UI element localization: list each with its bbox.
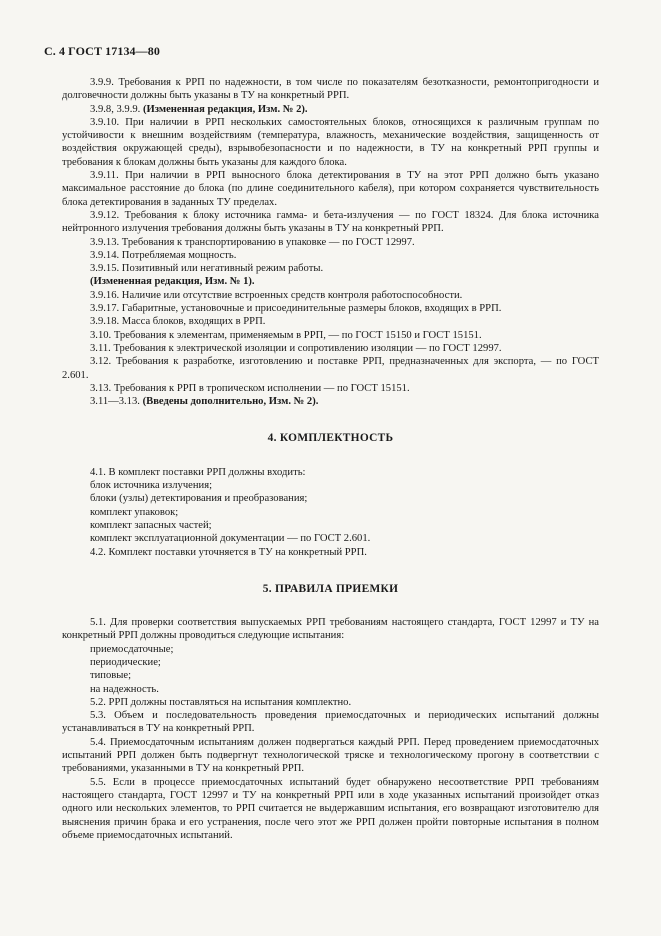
- paragraph-3-11: 3.11. Требования к электрической изоляции и сопротивлению изоляции — по ГОСТ 12997.: [90, 342, 502, 354]
- amendment-note: 3.11—3.13. (Введены дополнительно, Изм. № 2).: [90, 396, 319, 408]
- paragraph-5-1: 5.1. Для проверки соответствия выпускаемых РРП требованиям настоящего стандарта, ГОСТ 12997 и ТУ на конкретный РРП должны проводиться следующие испытания:: [62, 617, 599, 642]
- list-item: на надежность.: [90, 683, 159, 695]
- list-item: приемосдаточные;: [90, 643, 174, 655]
- paragraph-5-4: 5.4. Приемосдаточным испытаниям должен подвергаться каждый РРП. Перед проведением приемосдаточных испытаний РРП должен быть подвергнут технологической тряске и технологическому прогону в соответствии с требованиями, указанными в ТУ на конкретный РРП.: [62, 736, 600, 775]
- paragraph-3-9-18: 3.9.18. Масса блоков, входящих в РРП.: [90, 316, 266, 328]
- paragraph-4-2: 4.2. Комплект поставки уточняется в ТУ на конкретный РРП.: [90, 546, 367, 558]
- paragraph-3-9-11: 3.9.11. При наличии в РРП выносного блока детектирования в ТУ на этот РРП должно быть указано максимальное расстояние до блока (по длине соединительного кабеля), при котором сохраняется чувствительность блока детектирования в заданных ТУ пределах.: [62, 170, 600, 208]
- paragraph-5-3: 5.3. Объем и последовательность проведения приемосдаточных и периодических испытаний должны устанавливаться в ТУ на конкретный РРП.: [62, 710, 599, 735]
- section-title-completeness: 4. КОМПЛЕКТНОСТЬ: [267, 432, 394, 445]
- paragraph-3-9-17: 3.9.17. Габаритные, установочные и присоединительные размеры блоков, входящих в РРП.: [90, 303, 502, 315]
- paragraph-3-9-13: 3.9.13. Требования к транспортированию в упаковке — по ГОСТ 12997.: [90, 236, 415, 248]
- paragraph-3-13: 3.13. Требования к РРП в тропическом исполнении — по ГОСТ 15151.: [90, 382, 410, 394]
- list-item: комплект эксплуатационной документации — по ГОСТ 2.601.: [90, 533, 371, 545]
- list-item: блок источника излучения;: [90, 480, 213, 492]
- paragraph-5-2: 5.2. РРП должны поставляться на испытания комплектно.: [90, 696, 352, 708]
- list-item: типовые;: [90, 670, 132, 682]
- paragraph-5-5: 5.5. Если в процессе приемосдаточных испытаний будет обнаружено несоответствие РРП требованиям настоящего стандарта, ГОСТ 12997 и ТУ на конкретный РРП или в ходе указанных испытаний произойдет отказ одного или нескольких элементов, то РРП считается не выдержавшим испытания, его возвращают изготовителю для выяснения причин брака и его устранения, после чего этот же РРП должен пройти повторные испытания в полном объеме приемосдаточных испытаний.: [62, 776, 599, 841]
- paragraph-3-9-14: 3.9.14. Потребляемая мощность.: [90, 249, 237, 261]
- list-item: периодические;: [90, 656, 161, 668]
- paragraph-3-9-10: 3.9.10. При наличии в РРП нескольких самостоятельных блоков, относящихся к различным группам по устойчивости к внешним воздействиям (температура, влажность, механические воздействия, защищенность от воздействия окружающей среды), взрывобезопасности и по надежности, в ТУ на конкретный РРП группы и требования к блокам должны быть указаны для каждого блока.: [62, 116, 599, 168]
- list-item: блоки (узлы) детектирования и преобразования;: [90, 493, 308, 505]
- paragraph-3-9-15: 3.9.15. Позитивный или негативный режим работы.: [90, 263, 324, 275]
- amendment-note: 3.9.8, 3.9.9. (Измененная редакция, Изм. № 2).: [90, 103, 308, 115]
- list-item: комплект запасных частей;: [90, 519, 212, 531]
- paragraph-3-12: 3.12. Требования к разработке, изготовлению и поставке РРП, предназначенных для экспорта, — по ГОСТ 2.601.: [62, 356, 600, 381]
- amendment-note: (Измененная редакция, Изм. № 1).: [90, 276, 255, 288]
- document-body: [62, 76, 599, 842]
- paragraph-4-1: 4.1. В комплект поставки РРП должны входить:: [90, 466, 306, 478]
- paragraph-3-9-9: 3.9.9. Требования к РРП по надежности, в том числе по показателям безотказности, ремонтопригодности и долговечности должны быть указаны в ТУ на конкретный РРП.: [62, 77, 599, 102]
- paragraph-3-9-12: 3.9.12. Требования к блоку источника гамма- и бета-излучения — по ГОСТ 18324. Для блока источника нейтронного излучения требования должны быть указаны в ТУ на конкретный РРП.: [62, 209, 599, 235]
- list-item: комплект упаковок;: [90, 506, 179, 518]
- section-title-acceptance-rules: 5. ПРАВИЛА ПРИЕМКИ: [262, 582, 399, 595]
- page-header: С. 4 ГОСТ 17134—80: [44, 44, 160, 58]
- paragraph-3-9-16: 3.9.16. Наличие или отсутствие встроенных средств контроля работоспособности.: [90, 289, 463, 301]
- paragraph-3-10: 3.10. Требования к элементам, применяемым в РРП, — по ГОСТ 15150 и ГОСТ 15151.: [90, 329, 482, 341]
